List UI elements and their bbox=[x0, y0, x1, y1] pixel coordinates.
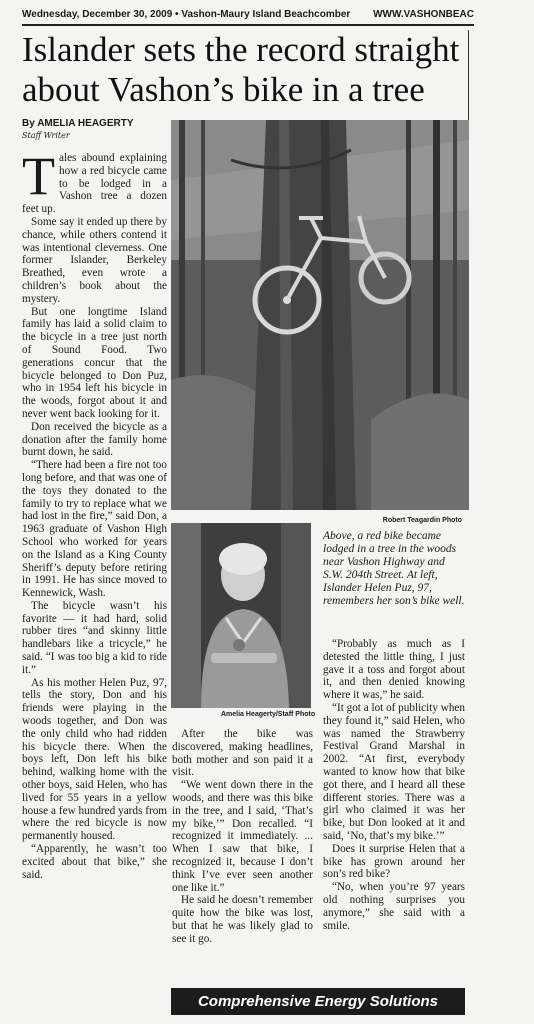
paragraph: “We went down there in the woods, and there was this bike in the tree, and I said, ‘That’s my bike,’” Don recalled. “I recognized it immediately. ... When I saw that bike, I recognized it, because I don’t think I’ve ever seen another one like it.” bbox=[172, 779, 313, 894]
paragraph: The bicycle wasn’t his favorite — it had hard, solid rubber tires “and skinny little handlebars like a tricycle,” he said. “I was too big a kid to ride it.” bbox=[22, 599, 167, 676]
paragraph: As his mother Helen Puz, 97, tells the story, Don and his friends were playing in the woods together, and Don was the only child who had ridden his bicycle there. When the boys left, Don left his bike behind, walking home with the other boys, said Helen, who has lived for 55 years in a yellow house a few hundred yards from where the red bicycle is now permanently housed. bbox=[22, 676, 167, 843]
paragraph: “No, when you’re 97 years old nothing surprises you anymore,” she said with a smile. bbox=[323, 881, 465, 932]
headline: Islander sets the record straight about Vashon’s bike in a tree bbox=[22, 30, 460, 109]
paragraph: But one longtime Island family has laid a solid claim to the bicycle in a tree just north of Sound Food. Two generations concur that the bicycle belonged to Don Puz, who in 1954 left his bicycle in the woods, forgot about it and never went back looking for it. bbox=[22, 305, 167, 420]
masthead-url: WWW.VASHONBEAC bbox=[373, 9, 474, 20]
paragraph: Does it surprise Helen that a bike has grown around her son’s red bike? bbox=[323, 842, 465, 881]
paragraph: “Probably as much as I detested the little thing, I just gave it a toss and forgot about it, and then denied knowing where it was,” he said. bbox=[323, 638, 465, 702]
drop-cap: T bbox=[22, 146, 55, 206]
bike-in-tree-photo bbox=[171, 120, 469, 510]
masthead-bar bbox=[22, 8, 474, 26]
byline: By AMELIA HEAGERTY bbox=[22, 118, 134, 129]
photo-credit-main: Robert Teagardin Photo bbox=[382, 517, 462, 524]
helen-puz-photo bbox=[171, 523, 311, 708]
paragraph: “Apparently, he wasn’t too excited about that bike,” she said. bbox=[22, 843, 167, 881]
advertisement-banner[interactable]: Comprehensive Energy Solutions bbox=[171, 988, 465, 1015]
photo-caption: Above, a red bike became lodged in a tree in the woods near Vashon Highway and S.W. 204th Street. At left, Islander Helen Puz, 97, remembers her son’s bike well. bbox=[323, 530, 465, 607]
paragraph: He said he doesn’t remember quite how the bike was lost, but that he was likely glad to see it go. bbox=[172, 894, 313, 945]
article-column-3 bbox=[323, 638, 465, 932]
article-column-1 bbox=[22, 146, 167, 881]
article-column-2 bbox=[172, 728, 313, 946]
masthead-date: Wednesday, December 30, 2009 • Vashon-Maury Island Beachcomber bbox=[22, 9, 351, 20]
paragraph: After the bike was discovered, making headlines, both mother and son paid it a visit. bbox=[172, 728, 313, 779]
paragraph: Don received the bicycle as a donation after the family home burnt down, he said. bbox=[22, 420, 167, 459]
byline-role: Staff Writer bbox=[22, 131, 70, 140]
paragraph: “There had been a fire not too long before, and that was one of the toys they donated to the family to try to replace what we had lost in the fire,” said Don, a 1963 graduate of Vashon High School who worked for years on the Island as a King County Sheriff’s deputy before retiring in 1991. He has since moved to Kennewick, Wash. bbox=[22, 459, 167, 600]
photo-credit-small: Amelia Heagerty/Staff Photo bbox=[221, 711, 316, 718]
paragraph: “It got a lot of publicity when they found it,” said Helen, who was named the Strawberry Festival Grand Marshal in 2002. “At first, everybody wanted to know how that bike got there, and I heard all these different stories. There was a girl who claimed it was her bike, but Don looked at it and said, ‘No, that’s my bike.’” bbox=[323, 701, 465, 842]
paragraph: Some say it ended up there by chance, while others contend it was intentional cleverness. One former Islander, Berkeley Breathed, even wrote a children’s book about the mystery. bbox=[22, 215, 167, 305]
lead-paragraph: Tales abound explaining how a red bicycle came to be lodged in a Vashon tree a dozen feet up. bbox=[22, 146, 167, 216]
